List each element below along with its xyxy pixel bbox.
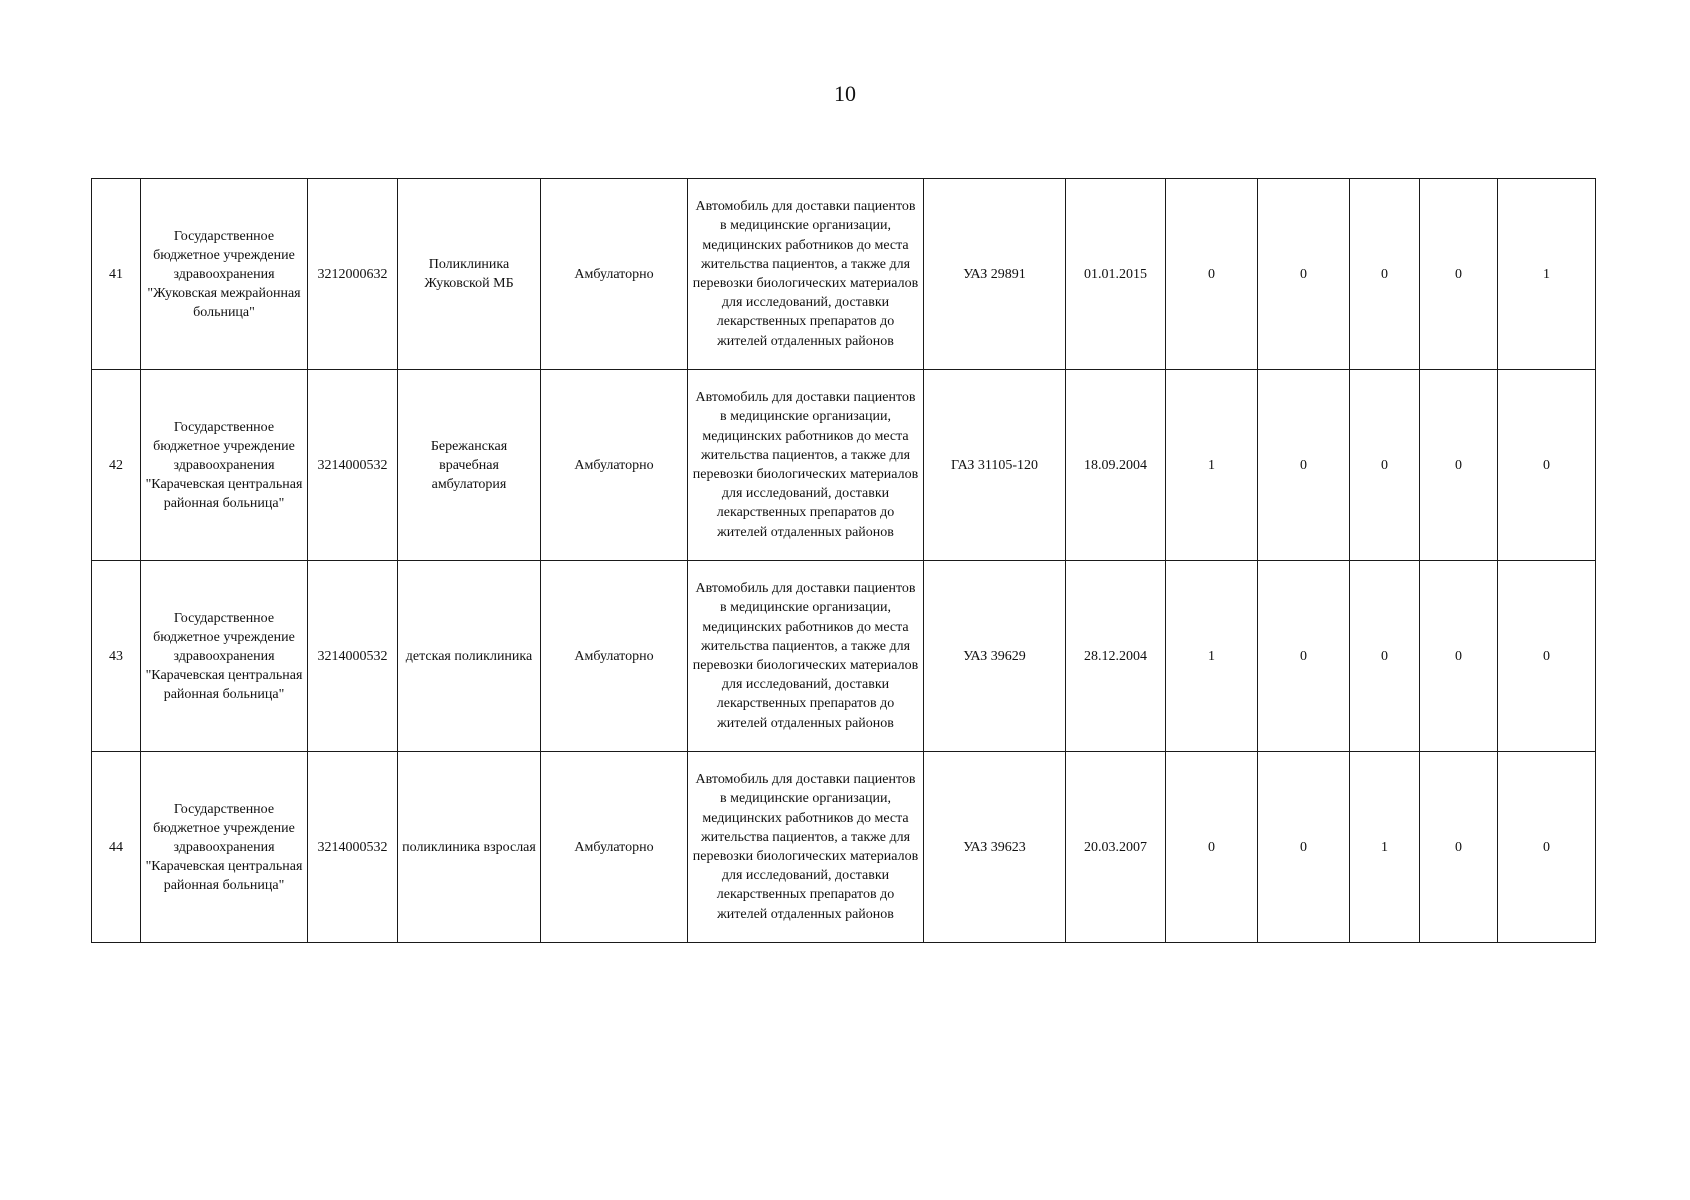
value-cell: 1 [1498,179,1596,370]
value-cell: 0 [1350,179,1420,370]
commission-date: 01.01.2015 [1066,179,1166,370]
commission-date: 18.09.2004 [1066,370,1166,561]
subdivision-name: детская поликлиника [398,561,541,752]
page-number: 10 [834,81,856,106]
care-form: Амбулаторно [541,561,688,752]
vehicle-model: УАЗ 29891 [924,179,1066,370]
vehicle-model: УАЗ 39629 [924,561,1066,752]
subdivision-name: Бережанская врачебная амбулатория [398,370,541,561]
inn-code: 3214000532 [308,561,398,752]
institution-name: Государственное бюджетное учреждение здравоохранения "Карачевская центральная районная больница" [141,561,308,752]
value-cell: 0 [1420,561,1498,752]
value-cell: 0 [1350,561,1420,752]
inn-code: 3214000532 [308,752,398,943]
subdivision-name: Поликлиника Жуковской МБ [398,179,541,370]
value-cell: 0 [1258,179,1350,370]
row-number: 43 [92,561,141,752]
value-cell: 0 [1420,752,1498,943]
vehicle-model: ГАЗ 31105-120 [924,370,1066,561]
value-cell: 1 [1350,752,1420,943]
value-cell: 0 [1258,752,1350,943]
value-cell: 0 [1420,370,1498,561]
vehicle-model: УАЗ 39623 [924,752,1066,943]
institution-name: Государственное бюджетное учреждение здравоохранения "Карачевская центральная районная больница" [141,752,308,943]
commission-date: 28.12.2004 [1066,561,1166,752]
value-cell: 0 [1498,370,1596,561]
table-row [92,370,1596,561]
table-row [92,752,1596,943]
value-cell: 0 [1420,179,1498,370]
vehicle-purpose: Автомобиль для доставки пациентов в медицинские организации, медицинских работников до места жительства пациентов, а также для перевозки биологических материалов для исследований, доставки лекарственных препаратов до жителей отдаленных районов [688,752,924,943]
vehicle-purpose: Автомобиль для доставки пациентов в медицинские организации, медицинских работников до места жительства пациентов, а также для перевозки биологических материалов для исследований, доставки лекарственных препаратов до жителей отдаленных районов [688,370,924,561]
inn-code: 3212000632 [308,179,398,370]
row-number: 41 [92,179,141,370]
value-cell: 0 [1498,561,1596,752]
commission-date: 20.03.2007 [1066,752,1166,943]
institution-name: Государственное бюджетное учреждение здравоохранения "Карачевская центральная районная больница" [141,370,308,561]
value-cell: 0 [1498,752,1596,943]
value-cell: 0 [1258,370,1350,561]
row-number: 42 [92,370,141,561]
table-row [92,179,1596,370]
vehicle-purpose: Автомобиль для доставки пациентов в медицинские организации, медицинских работников до места жительства пациентов, а также для перевозки биологических материалов для исследований, доставки лекарственных препаратов до жителей отдаленных районов [688,561,924,752]
value-cell: 1 [1166,370,1258,561]
value-cell: 0 [1258,561,1350,752]
care-form: Амбулаторно [541,752,688,943]
care-form: Амбулаторно [541,370,688,561]
subdivision-name: поликлиника взрослая [398,752,541,943]
vehicle-purpose: Автомобиль для доставки пациентов в медицинские организации, медицинских работников до места жительства пациентов, а также для перевозки биологических материалов для исследований, доставки лекарственных препаратов до жителей отдаленных районов [688,179,924,370]
row-number: 44 [92,752,141,943]
vehicle-registry-table [91,178,1596,943]
value-cell: 1 [1166,561,1258,752]
value-cell: 0 [1166,752,1258,943]
inn-code: 3214000532 [308,370,398,561]
value-cell: 0 [1166,179,1258,370]
institution-name: Государственное бюджетное учреждение здравоохранения "Жуковская межрайонная больница" [141,179,308,370]
value-cell: 0 [1350,370,1420,561]
table-row [92,561,1596,752]
care-form: Амбулаторно [541,179,688,370]
